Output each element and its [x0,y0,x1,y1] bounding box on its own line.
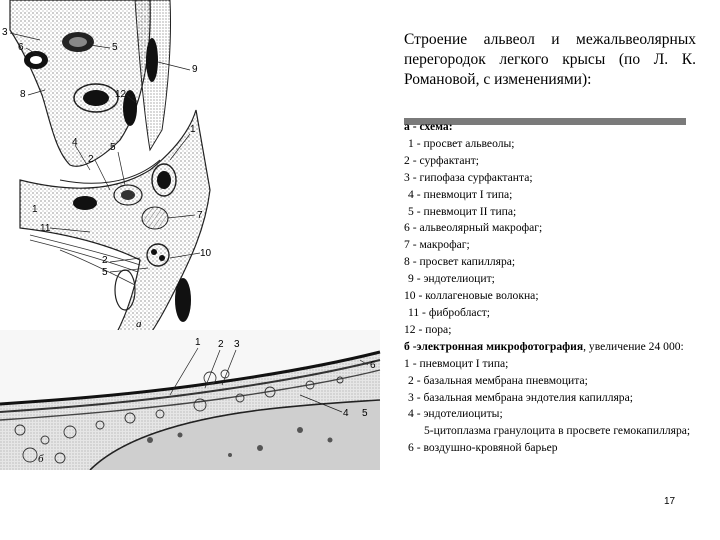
legend-b-heading-rest: , увеличение 24 000: [583,339,684,353]
label-a-2: 2 [88,154,94,165]
label-b-6: 6 [370,360,376,371]
legend-a-item: 8 - просвет капилляра; [404,255,516,269]
label-b-5: 5 [362,408,368,419]
panel-a-drawing [2,0,212,345]
legend-b-item: 3 - базальная мембрана эндотелия капилляра; [408,390,633,404]
label-a-1b: 1 [190,124,196,135]
legend-b-item: 1 - пневмоцит I типа; [404,356,509,370]
legend-a-item: 6 - альвеолярный макрофаг; [404,221,543,235]
legend-a-item: 7 - макрофаг; [404,238,470,252]
legend-b-item: 2 - базальная мембрана пневмоцита; [408,373,588,387]
legend-a-item: 11 - фибробласт; [408,305,491,319]
legend-a-item: 5 - пневмоцит II типа; [408,204,517,218]
label-a-5c: 5 [102,267,108,278]
label-a-5: 5 [112,42,118,53]
label-a-5b: 5 [110,142,116,153]
label-a-1: 1 [32,204,38,215]
panel-b-letter: б [38,453,44,465]
label-a-3: 3 [2,27,8,38]
label-b-4: 4 [343,408,349,419]
legend-a-heading: а - схема: [404,120,453,133]
legend-b-heading-bold: б -электронная микрофотография [404,339,584,353]
histology-figure [0,0,398,470]
label-a-12: 12 [115,89,127,100]
legend-a-item: 2 - сурфактант; [404,153,480,167]
label-a-10: 10 [200,248,212,259]
legend-b-item: 6 - воздушно-кровяной барьер [408,441,558,455]
legend-a-item: 9 - эндотелиоцит; [408,272,495,286]
legend-a-item: 4 - пневмоцит I типа; [408,187,513,201]
legend-b-item: 4 - эндотелиоциты; [408,407,503,421]
label-b-3: 3 [234,339,240,350]
slide-title: Строение альвеол и межальвеолярных перегородок легкого крысы (по Л. К. Романовой, с изменениями): [404,31,696,88]
legend-a-item: 3 - гипофаза сурфактанта; [404,170,533,184]
label-b-1: 1 [195,337,201,348]
label-a-7: 7 [197,210,203,221]
legend-a-item: 1 - просвет альвеолы; [408,136,515,150]
label-a-4: 4 [72,137,78,148]
legend-b-heading [404,339,696,356]
page-number: 17 [664,496,676,507]
label-a-2b: 2 [102,255,108,266]
legend-a-item: 12 - пора; [404,322,452,336]
label-a-9: 9 [192,64,198,75]
legend-b-item: 5-цитоплазма гранулоцита в просвете гемокапилляра; [424,424,691,438]
legend [404,119,696,457]
label-b-2: 2 [218,339,224,350]
legend-a-item: 10 - коллагеновые волокна; [404,289,539,303]
histology-drawing [0,0,398,470]
label-a-6: 6 [18,42,24,53]
panel-a-letter: а [136,318,142,330]
label-a-8: 8 [20,89,26,100]
panel-b-micrograph [0,330,380,470]
label-a-11: 11 [40,223,51,234]
